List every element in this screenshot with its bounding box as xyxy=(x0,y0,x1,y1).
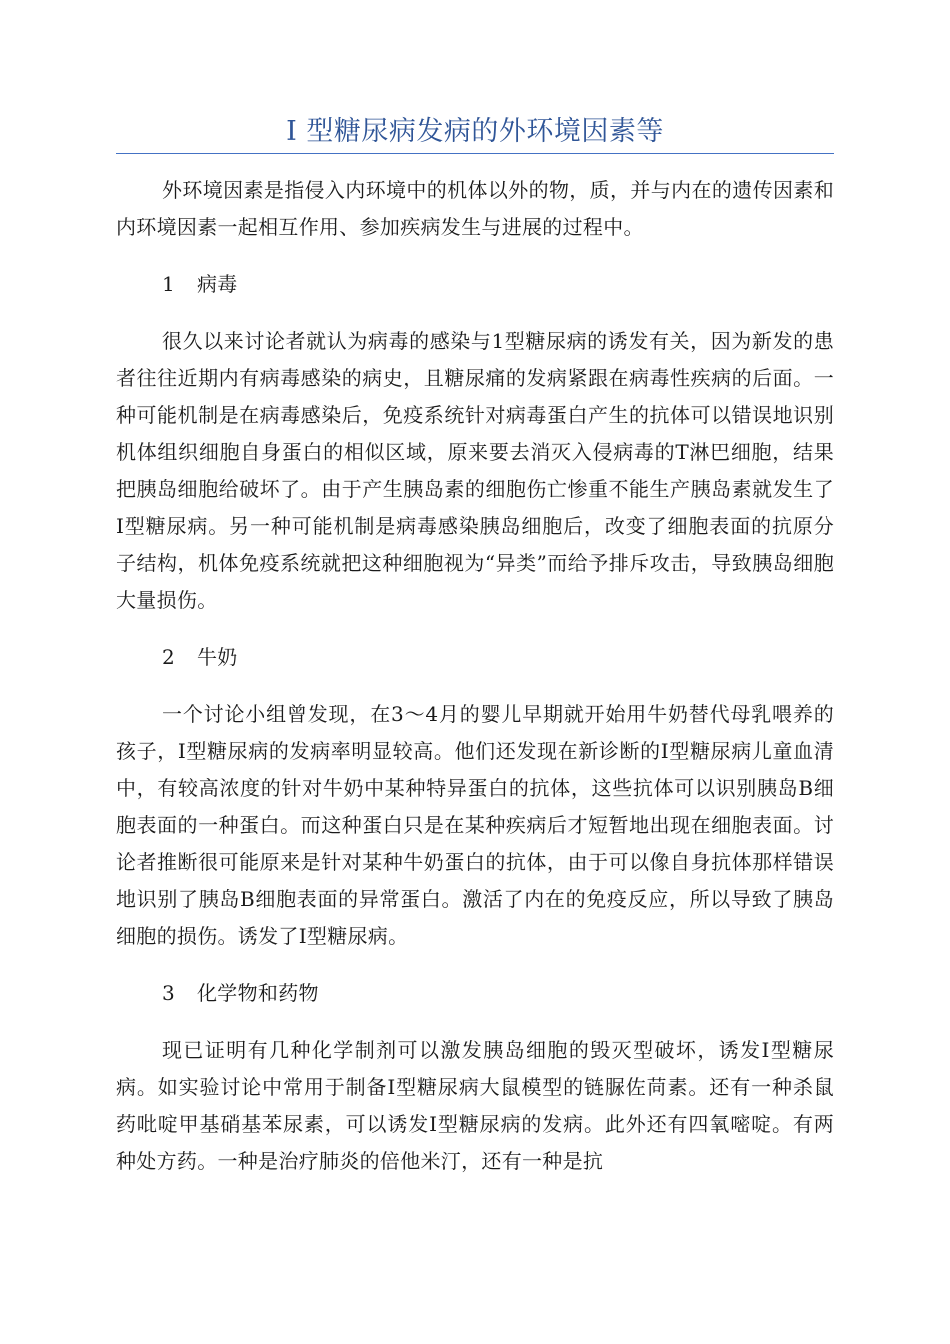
section-paragraph-1: 很久以来讨论者就认为病毒的感染与1型糖尿病的诱发有关，因为新发的患者往往近期内有病毒感染的病史，且糖尿痛的发病紧跟在病毒性疾病的后面。一种可能机制是在病毒感染后，免疫系统针对病毒蛋白产生的抗体可以错误地识别机体组织细胞自身蛋白的相似区域，原来要去消灭入侵病毒的T淋巴细胞，结果把胰岛细胞给破坏了。由于产生胰岛素的细胞伤亡惨重不能生产胰岛素就发生了Ⅰ型糖尿病。另一种可能机制是病毒感染胰岛细胞后，改变了细胞表面的抗原分子结构，机体免疫系统就把这种细胞视为“异类”而给予排斥攻击，导致胰岛细胞大量损伤。 xyxy=(116,329,834,612)
section-heading-3 xyxy=(116,975,834,1012)
section-number: 2 xyxy=(162,645,176,669)
section-title: 化学物和药物 xyxy=(197,981,319,1005)
title-underline xyxy=(116,153,834,154)
intro-paragraph: 外环境因素是指侵入内环境中的机体以外的物，质，并与内在的遗传因素和内环境因素一起相互作用、参加疾病发生与进展的过程中。 xyxy=(116,178,834,239)
section-title: 病毒 xyxy=(197,272,238,296)
section-paragraph-2: 一个讨论小组曾发现，在3～4月的婴儿早期就开始用牛奶替代母乳喂养的孩子，Ⅰ型糖尿病的发病率明显较高。他们还发现在新诊断的Ⅰ型糖尿病儿童血清中，有较高浓度的针对牛奶中某种特异蛋白的抗体，这些抗体可以识别胰岛B细胞表面的一种蛋白。而这种蛋白只是在某种疾病后才短暂地出现在细胞表面。讨论者推断很可能原来是针对某种牛奶蛋白的抗体，由于可以像自身抗体那样错误地识别了胰岛B细胞表面的异常蛋白。激活了内在的免疫反应，所以导致了胰岛细胞的损伤。诱发了Ⅰ型糖尿病。 xyxy=(116,702,834,948)
document-page xyxy=(116,0,834,1344)
section-number: 1 xyxy=(162,272,176,296)
section-title: 牛奶 xyxy=(197,645,238,669)
section-paragraph-3: 现已证明有几种化学制剂可以激发胰岛细胞的毁灭型破坏，诱发Ⅰ型糖尿病。如实验讨论中常用于制备Ⅰ型糖尿病大鼠模型的链脲佐苘素。还有一种杀鼠药吡啶甲基硝基苯尿素，可以诱发Ⅰ型糖尿病的发病。此外还有四氧嘧啶。有两种处方药。一种是治疗肺炎的倍他米汀，还有一种是抗 xyxy=(116,1038,834,1173)
section-heading-2 xyxy=(116,639,834,676)
section-number: 3 xyxy=(162,981,176,1005)
page-title: Ⅰ 型糖尿病发病的外环境因素等 xyxy=(286,116,664,147)
document-body xyxy=(116,172,834,1180)
section-heading-1 xyxy=(116,266,834,303)
